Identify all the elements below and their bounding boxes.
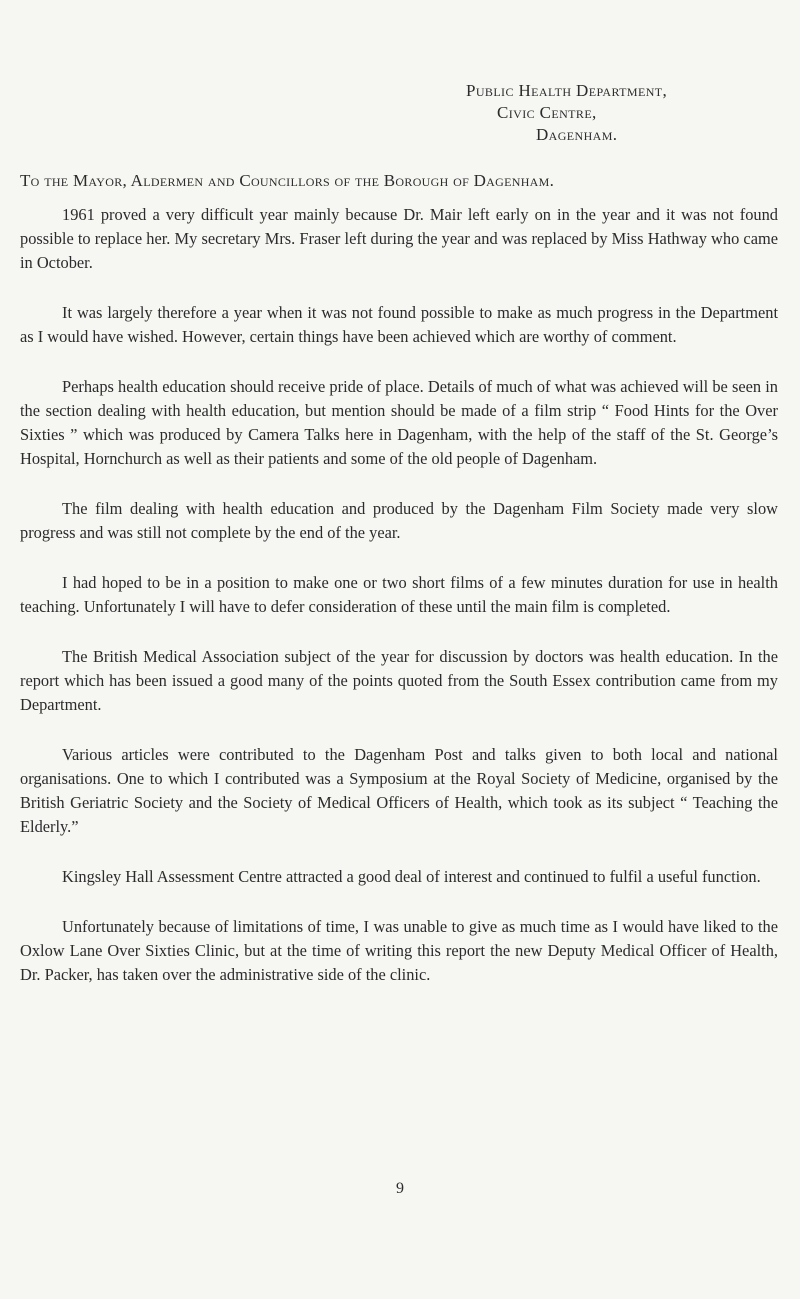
- paragraph: Various articles were contributed to the Dagenham Post and talks given to both local and national organisations. One to which I contributed was a Symposium at the Royal Society of Medicine, organised by the British Geriatric Society and the Society of Medical Officers of Health, which took as its subject “ Teaching the Elderly.”: [20, 745, 778, 836]
- letter-body: [20, 203, 778, 987]
- paragraph: Unfortunately because of limitations of time, I was unable to give as much time as I would have liked to the Oxlow Lane Over Sixties Clinic, but at the time of writing this report the new Deputy Medical Officer of Health, Dr. Packer, has taken over the administrative side of the clinic.: [20, 917, 778, 984]
- paragraph: The film dealing with health education and produced by the Dagenham Film Society made very slow progress and was still not complete by the end of the year.: [20, 499, 778, 542]
- paragraph: I had hoped to be in a position to make one or two short films of a few minutes duration for use in health teaching. Unfortunately I will have to defer consideration of these until the main film is completed.: [20, 573, 778, 616]
- address-line-department: Public Health Department,: [466, 81, 668, 100]
- paragraph: It was largely therefore a year when it was not found possible to make as much progress in the Department as I would have wished. However, certain things have been achieved which are worthy of comment.: [20, 303, 778, 346]
- page-number: 9: [396, 1180, 404, 1197]
- address-line-town: Dagenham.: [536, 125, 618, 144]
- paragraph: 1961 proved a very difficult year mainly because Dr. Mair left early on in the year and it was not found possible to replace her. My secretary Mrs. Fraser left during the year and was replaced by Miss Hathway who came in October.: [20, 205, 778, 272]
- address-line-building: Civic Centre,: [497, 103, 597, 122]
- paragraph: The British Medical Association subject of the year for discussion by doctors was health education. In the report which has been issued a good many of the points quoted from the South Essex contribution came from my Department.: [20, 647, 778, 714]
- paragraph: Perhaps health education should receive pride of place. Details of much of what was achieved will be seen in the section dealing with health education, but mention should be made of a film strip “ Food Hints for the Over Sixties ” which was produced by Camera Talks here in Dagenham, with the help of the staff of the St. George’s Hospital, Hornchurch as well as their patients and some of the old people of Dagenham.: [20, 377, 778, 468]
- paragraph: Kingsley Hall Assessment Centre attracted a good deal of interest and continued to fulfil a useful function.: [62, 867, 761, 886]
- salutation: To the Mayor, Aldermen and Councillors of the Borough of Dagenham.: [20, 171, 555, 190]
